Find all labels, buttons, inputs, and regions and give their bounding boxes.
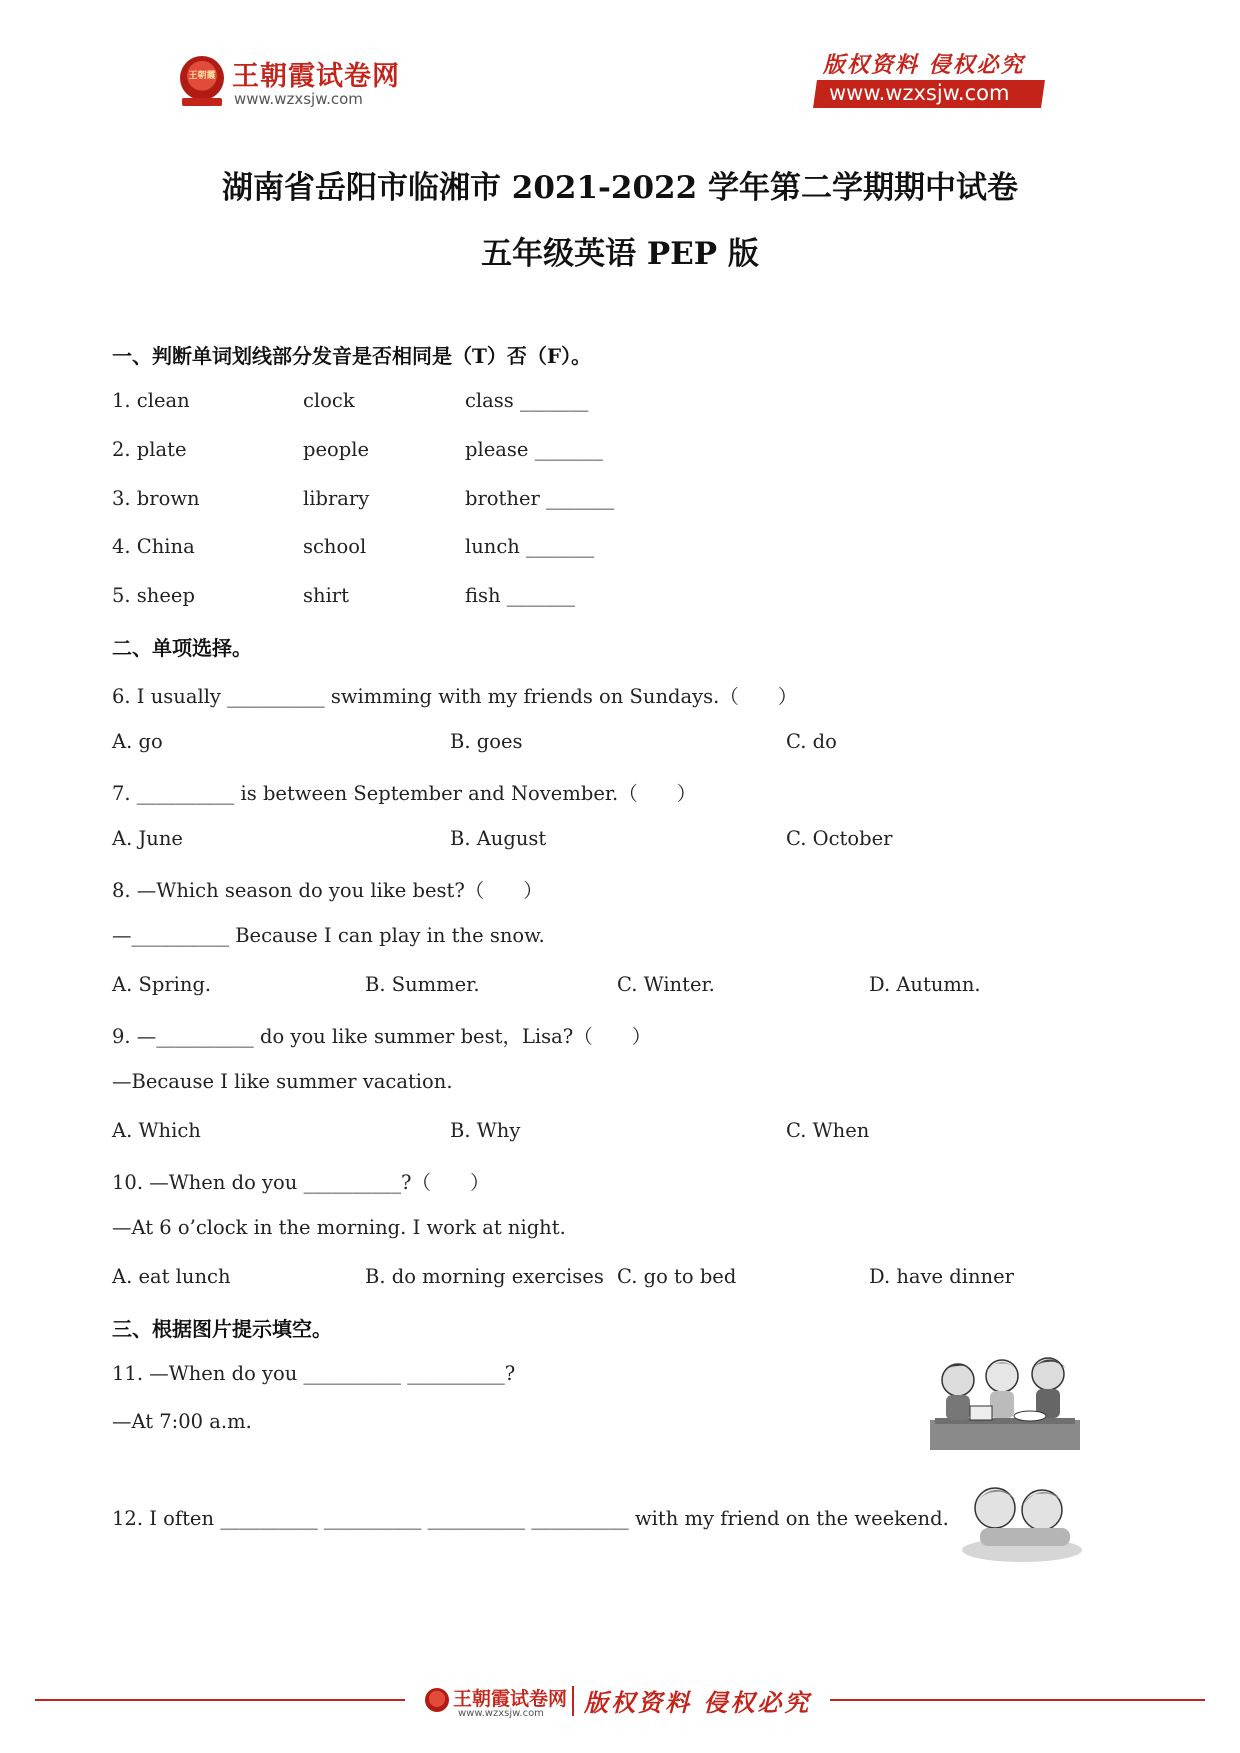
q9-answer-line: —Because I like summer vacation. <box>112 1070 453 1093</box>
section-3-heading: 三、根据图片提示填空。 <box>112 1317 332 1341</box>
q6-stem: 6. I usually __________ swimming with my friends on Sundays.（ ） <box>112 685 798 708</box>
q9-stem: 9. —__________ do you like summer best，Lisa?（ ） <box>112 1025 652 1048</box>
footer-divider <box>572 1686 574 1716</box>
q11-answer-line: —At 7:00 a.m. <box>112 1410 252 1433</box>
q8-answer-line: —__________ Because I can play in the snow. <box>112 924 545 947</box>
s1-row3-word-a: 3. brown <box>112 487 200 510</box>
footer-seal-icon <box>425 1688 449 1712</box>
q12-stem: 12. I often __________ __________ __________ __________ with my friend on the weekend. <box>112 1507 949 1530</box>
q10-option-b: B. do morning exercises <box>365 1265 604 1288</box>
s1-row1-word-a: 1. clean <box>112 389 190 412</box>
s1-row4-word-c: lunch _______ <box>465 535 595 558</box>
footer-right-rule <box>830 1699 1205 1701</box>
q8-option-c: C. Winter. <box>617 973 715 996</box>
q8-stem: 8. —Which season do you like best?（ ） <box>112 879 543 902</box>
children-breakfast-picture <box>930 1350 1080 1450</box>
s1-row3-word-c: brother _______ <box>465 487 615 510</box>
s1-row2-word-c: please _______ <box>465 438 603 461</box>
q8-option-b: B. Summer. <box>365 973 480 996</box>
s1-row5-word-a: 5. sheep <box>112 584 195 607</box>
footer-logo-url: www.wzxsjw.com <box>458 1708 544 1719</box>
q6-option-c: C. do <box>786 730 837 753</box>
q11-stem: 11. —When do you __________ __________? <box>112 1362 516 1385</box>
q10-option-c: C. go to bed <box>617 1265 737 1288</box>
footer-logo-name: 王朝霞试卷网 <box>453 1688 568 1710</box>
q6-option-b: B. goes <box>450 730 523 753</box>
q9-option-a: A. Which <box>112 1119 201 1142</box>
page-title: 湖南省岳阳市临湘市 2021-2022 学年第二学期期中试卷 <box>221 170 1018 206</box>
logo-url: www.wzxsjw.com <box>234 90 363 108</box>
children-playing-picture <box>960 1470 1085 1565</box>
q8-option-a: A. Spring. <box>112 973 212 996</box>
section-2-heading: 二、单项选择。 <box>112 636 252 660</box>
q6-option-a: A. go <box>112 730 163 753</box>
site-logo <box>180 52 410 112</box>
q10-answer-line: —At 6 o’clock in the morning. I work at night. <box>112 1216 566 1239</box>
copyright-text: 版权资料 侵权必究 <box>823 52 1025 78</box>
section-1-heading: 一、判断单词划线部分发音是否相同是（T）否（F）。 <box>112 344 592 368</box>
q7-option-a: A. June <box>112 827 183 850</box>
s1-row1-word-b: clock <box>303 389 355 412</box>
s1-row2-word-a: 2. plate <box>112 438 187 461</box>
s1-row5-word-b: shirt <box>303 584 349 607</box>
s1-row5-word-c: fish _______ <box>465 584 576 607</box>
s1-row4-word-b: school <box>303 535 367 558</box>
footer-copyright: 版权资料 侵权必究 <box>584 1688 812 1717</box>
s1-row4-word-a: 4. China <box>112 535 195 558</box>
logo-name: 王朝霞试卷网 <box>232 61 400 92</box>
q7-option-c: C. October <box>786 827 893 850</box>
q9-option-b: B. Why <box>450 1119 521 1142</box>
q10-stem: 10. —When do you __________?（ ） <box>112 1171 490 1194</box>
copyright-url: www.wzxsjw.com <box>829 81 1010 105</box>
page-subtitle: 五年级英语 PEP 版 <box>481 236 759 272</box>
ribbon-icon <box>182 98 222 106</box>
q8-option-d: D. Autumn. <box>869 973 981 996</box>
footer-left-rule <box>35 1699 405 1701</box>
q7-stem: 7. __________ is between September and November.（ ） <box>112 782 697 805</box>
q9-option-c: C. When <box>786 1119 870 1142</box>
copyright-banner <box>815 48 1045 108</box>
q7-option-b: B. August <box>450 827 547 850</box>
s1-row3-word-b: library <box>303 487 370 510</box>
seal-text: 王朝霞 <box>188 71 216 81</box>
s1-row2-word-b: people <box>303 438 370 461</box>
s1-row1-word-c: class _______ <box>465 389 589 412</box>
q10-option-a: A. eat lunch <box>112 1265 231 1288</box>
q10-option-d: D. have dinner <box>869 1265 1014 1288</box>
